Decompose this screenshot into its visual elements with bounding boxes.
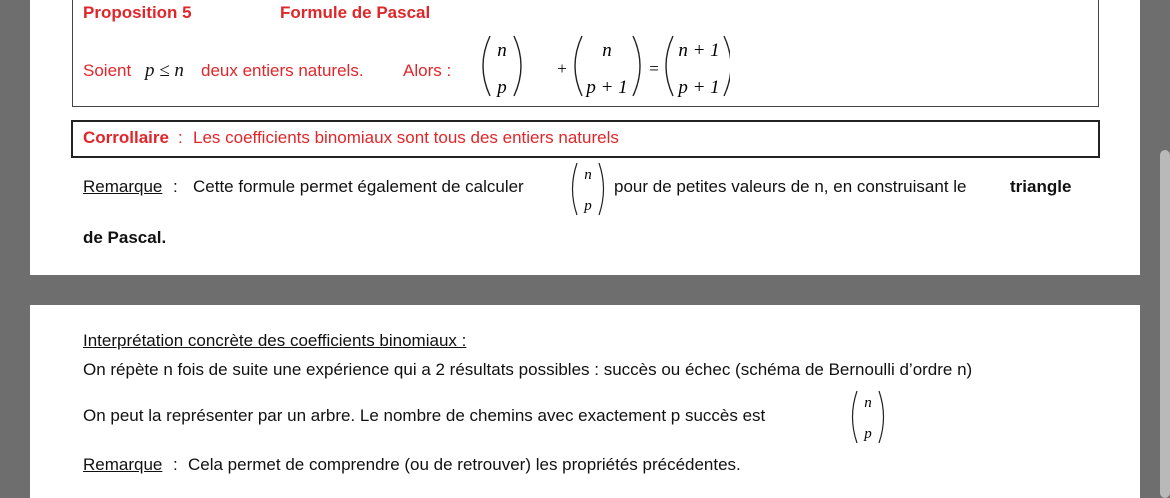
paren-right-icon: [599, 163, 604, 215]
equals-sign: =: [649, 59, 659, 78]
interpretation-title: Interprétation concrète des coefficients binomiaux :: [83, 331, 467, 350]
binom3-bottom: p + 1: [678, 77, 720, 98]
interpretation-line2: On peut la représenter par un arbre. Le nombre de chemins avec exactement p succès est: [83, 406, 766, 425]
paren-right-icon: [879, 391, 884, 443]
binom2-top: n: [602, 40, 612, 61]
corollaire-label: Corrollaire: [83, 128, 169, 147]
paren-left-icon: [853, 391, 858, 443]
binom-n-p: [848, 388, 888, 446]
remarque1-colon: :: [173, 177, 178, 196]
paren-right-icon: [514, 36, 521, 96]
document-page-2: [30, 305, 1140, 498]
vertical-scrollbar[interactable]: [1160, 150, 1170, 498]
proposition-alors: Alors :: [403, 61, 452, 80]
binom-bottom: p: [864, 426, 872, 442]
document-page-1: [30, 0, 1140, 275]
pascal-formula: [470, 30, 730, 102]
corollaire-text: Les coefficients binomiaux sont tous des entiers naturels: [193, 128, 619, 147]
remarque1-text-before: Cette formule permet également de calculer: [193, 177, 524, 196]
remarque2-colon: :: [173, 455, 178, 474]
binom2-bottom: p + 1: [586, 77, 628, 98]
remarque1-label: Remarque: [83, 177, 163, 196]
paren-right-icon: [724, 36, 730, 96]
binom1-top: n: [497, 40, 507, 61]
paren-left-icon: [575, 36, 582, 96]
paren-left-icon: [483, 36, 490, 96]
binom-n-p: [568, 160, 608, 218]
interpretation-line1: On répète n fois de suite une expérience qui a 2 résultats possibles : succès ou échec (schéma de Bernoulli d’ordre n): [83, 360, 973, 379]
binom3-top: n + 1: [678, 40, 720, 61]
binom-top: n: [584, 167, 592, 183]
proposition-soient: Soient: [83, 61, 132, 80]
proposition-condition: p ≤ n: [145, 60, 184, 81]
remarque1-line2: de Pascal.: [83, 228, 167, 247]
proposition-text: deux entiers naturels.: [201, 61, 364, 80]
binom-top: n: [864, 395, 872, 411]
paren-left-icon: [666, 36, 673, 96]
proposition-title: Formule de Pascal: [280, 3, 431, 22]
remarque1-bold: triangle: [1010, 177, 1072, 196]
corollaire-colon: :: [178, 128, 183, 147]
remarque2-text: Cela permet de comprendre (ou de retrouver) les propriétés précédentes.: [188, 455, 741, 474]
remarque2-label: Remarque: [83, 455, 163, 474]
plus-sign: +: [557, 59, 567, 78]
paren-right-icon: [633, 36, 640, 96]
paren-left-icon: [573, 163, 578, 215]
proposition-label: Proposition 5: [83, 3, 192, 22]
remarque1-text-after: pour de petites valeurs de n, en construisant le: [614, 177, 967, 196]
binom-bottom: p: [584, 198, 592, 214]
binom1-bottom: p: [497, 77, 507, 98]
